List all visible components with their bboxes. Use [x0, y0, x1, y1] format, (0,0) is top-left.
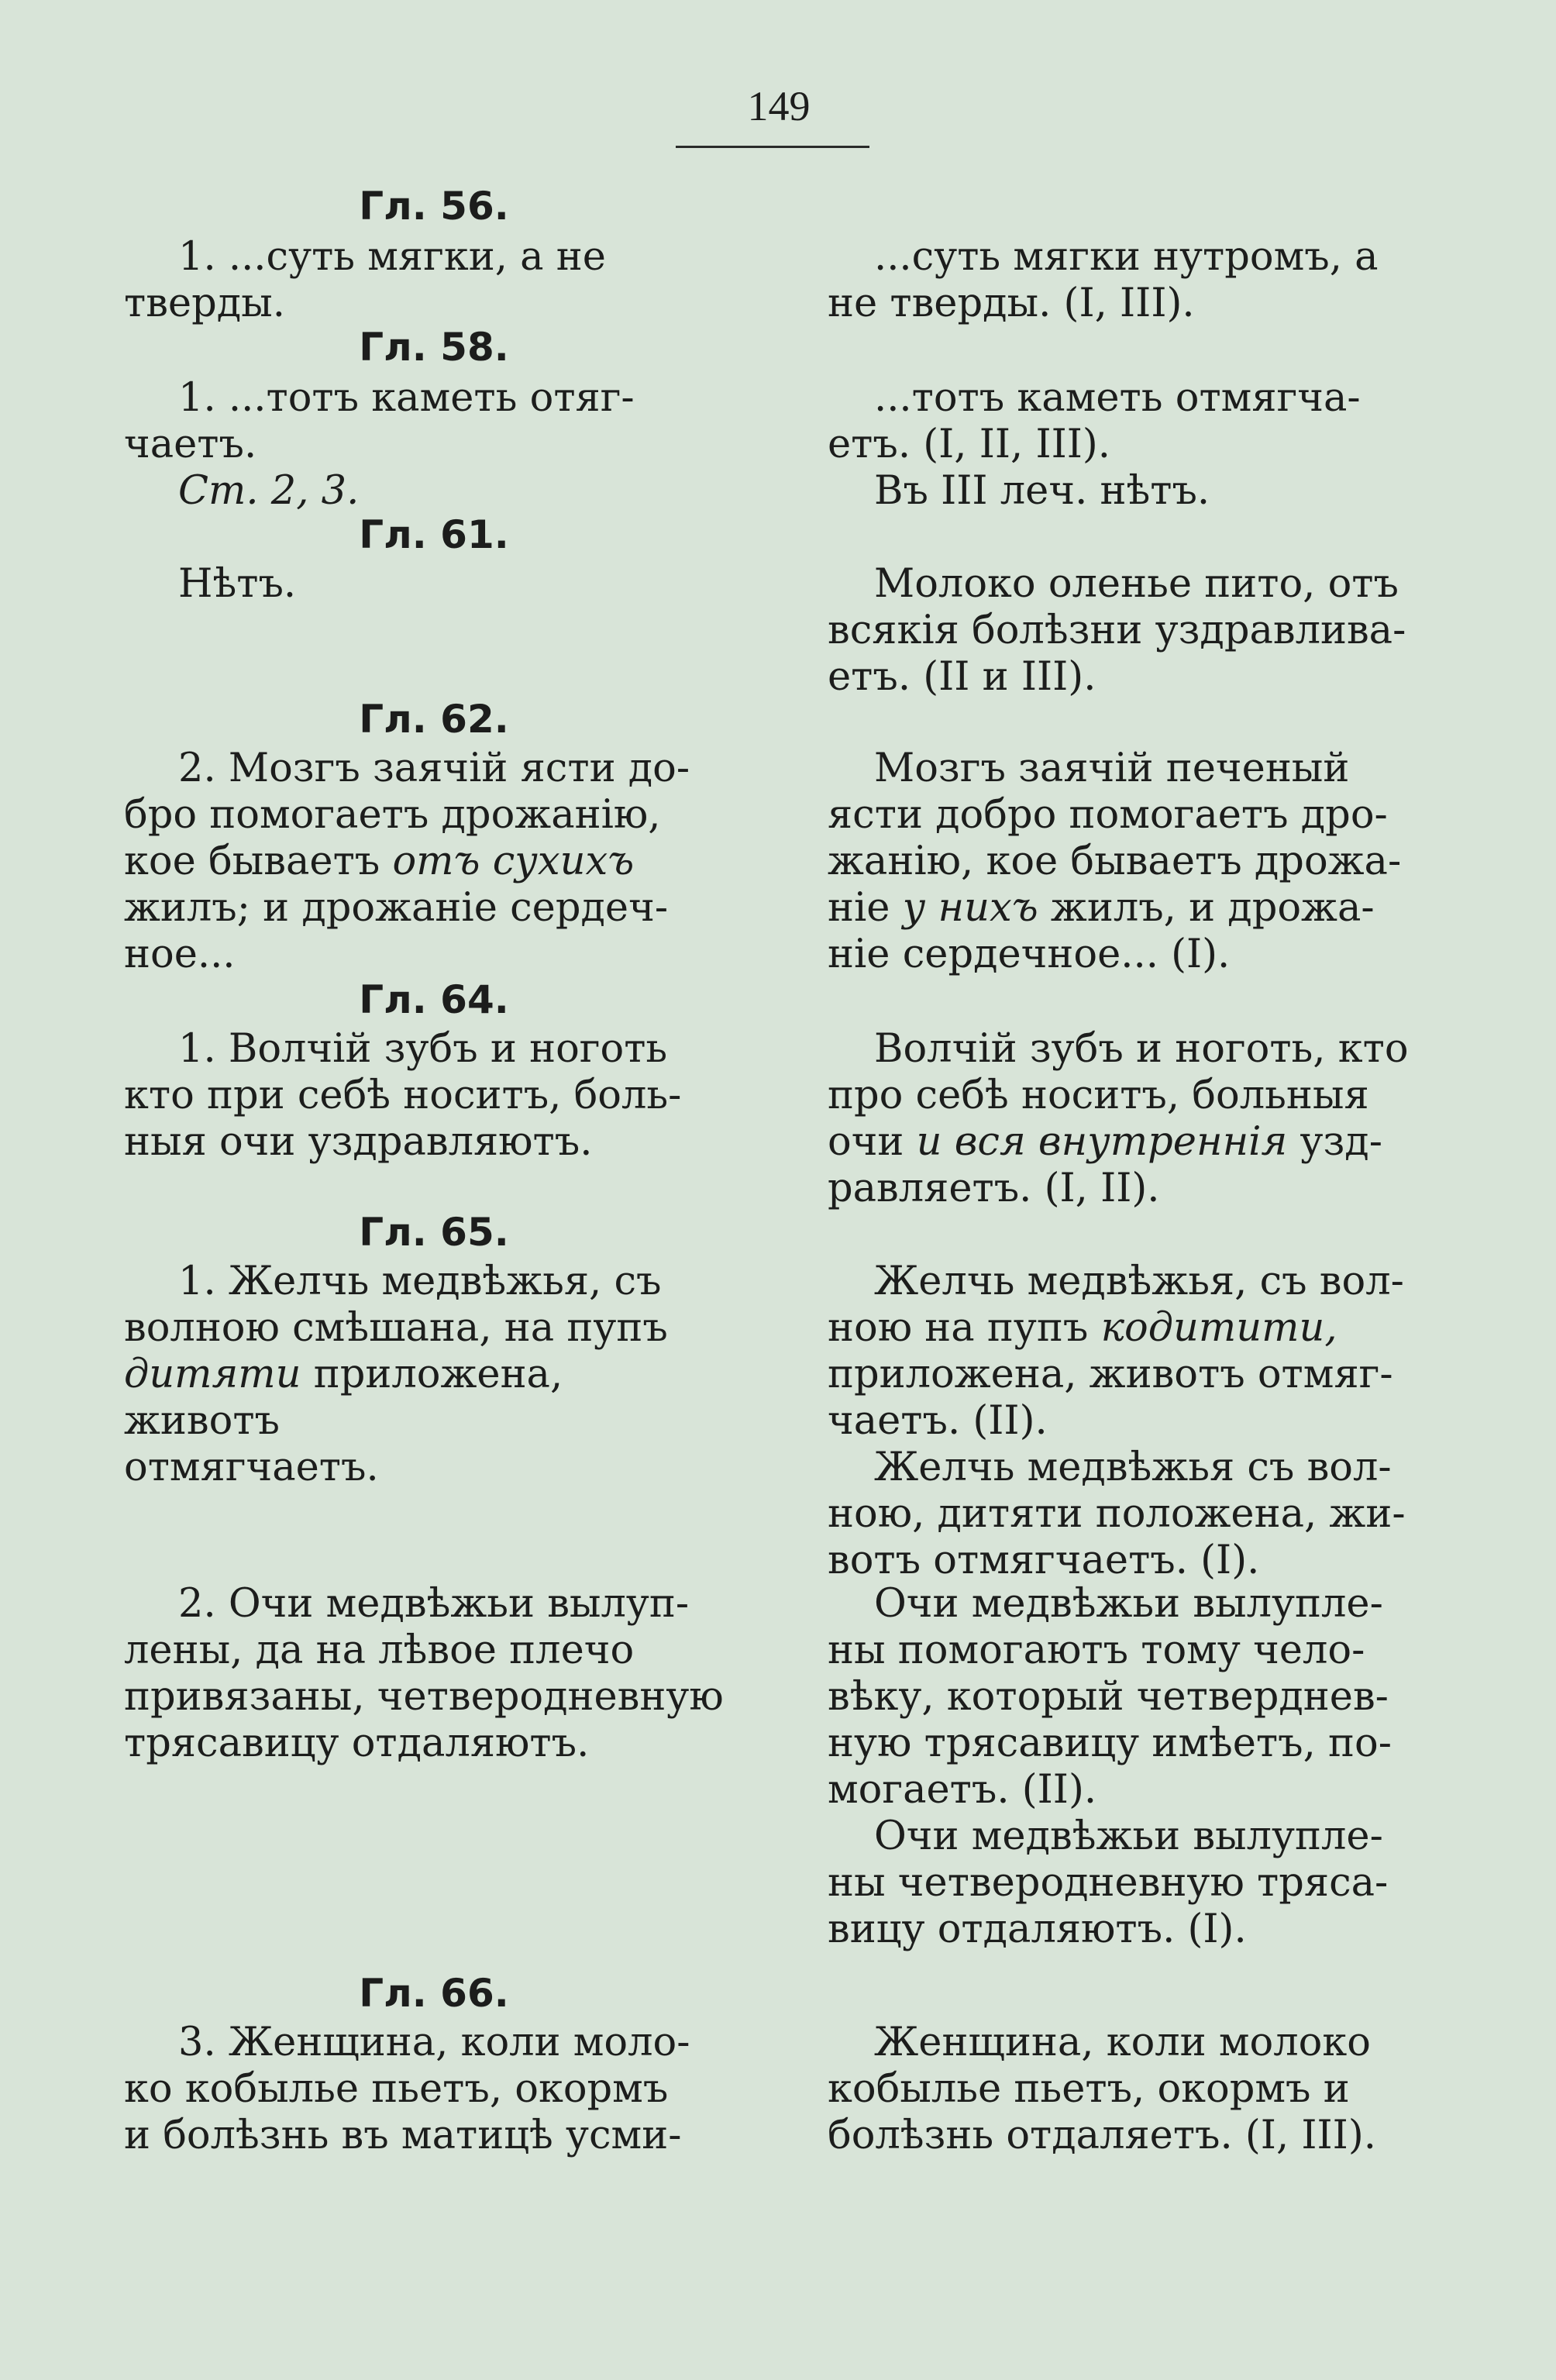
left-ch58: 1. ...тотъ каметь отяг- чаетъ. Ст. 2, 3.	[124, 375, 728, 515]
heading-ch66: Гл. 66.	[359, 1971, 509, 2016]
right-ch61: Молоко оленье пито, отъ всякія болѣзни уздравлива- етъ. (II и III).	[828, 561, 1406, 700]
heading-ch58: Гл. 58.	[359, 325, 509, 370]
left-ch58-cross-ref: Ст. 2, 3.	[178, 468, 360, 514]
left-ch64: 1. Волчій зубъ и ноготь кто при себѣ носитъ, боль- ныя очи уздравляютъ.	[124, 1026, 682, 1165]
heading-ch64: Гл. 64.	[359, 977, 509, 1022]
right-ch65-variant-d: Очи медвѣжьи вылупле- ны четверодневную тряса- вицу отдаляютъ. (I).	[828, 1813, 1389, 1952]
left-ch62: 2. Мозгъ заячій ясти до- бро помогаетъ дрожанію, кое бываетъ отъ сухихъ жилъ; и дрожаніе сердеч- ное...	[124, 746, 690, 977]
left-ch65-item1: 1. Желчь медвѣжья, съ волною смѣшана, на пупъ дитяти приложена, животъ отмягчаетъ.	[124, 1259, 668, 1490]
left-ch56: 1. ...суть мягки, а не тверды.	[124, 234, 606, 326]
right-ch56: ...суть мягки нутромъ, а не тверды. (I, III).	[828, 234, 1379, 326]
right-ch65-variant-a: Желчь медвѣжья, съ вол- ною на пупъ кодитити, приложена, животъ отмяг- чаетъ. (II).	[828, 1259, 1404, 1444]
page-number: 149	[747, 83, 811, 129]
header-rule	[676, 146, 869, 148]
heading-ch65: Гл. 65.	[359, 1210, 509, 1255]
left-ch66: 3. Женщина, коли моло- ко кобылье пьетъ, окормъ и болѣзнь въ матицѣ усми-	[124, 2020, 690, 2158]
right-ch65-variant-b: Желчь медвѣжья съ вол- ною, дитяти положена, жи- вотъ отмягчаетъ. (I).	[828, 1445, 1406, 1583]
right-ch65-variant-c: Очи медвѣжьи вылупле- ны помогаютъ тому чело- вѣку, который четверднев- ную трясавицу имѣетъ, по- могаетъ. (II).	[828, 1581, 1392, 1813]
heading-ch61: Гл. 61.	[359, 512, 509, 557]
heading-ch62: Гл. 62.	[359, 697, 509, 742]
left-ch61: Нѣтъ.	[178, 561, 297, 607]
right-ch66: Женщина, коли молоко кобылье пьетъ, окормъ и болѣзнь отдаляетъ. (I, III).	[828, 2020, 1376, 2158]
heading-ch56: Гл. 56.	[359, 184, 509, 229]
right-ch58: ...тотъ каметь отмягча- етъ. (I, II, III). Въ III леч. нѣтъ.	[828, 375, 1361, 514]
right-ch64: Волчій зубъ и ноготь, кто про себѣ носитъ, больныя очи и вся внутреннія узд- равляетъ. (I, II).	[828, 1026, 1409, 1211]
left-ch65-item2: 2. Очи медвѣжьи вылуп- лены, да на лѣвое плечо привязаны, четверодневную трясавицу отдаляютъ.	[124, 1581, 724, 1766]
right-ch62: Мозгъ заячій печеный ясти добро помогаетъ дро- жанію, кое бываетъ дрожа- ніе у нихъ жилъ, и дрожа- ніе сердечное... (I).	[828, 746, 1402, 977]
